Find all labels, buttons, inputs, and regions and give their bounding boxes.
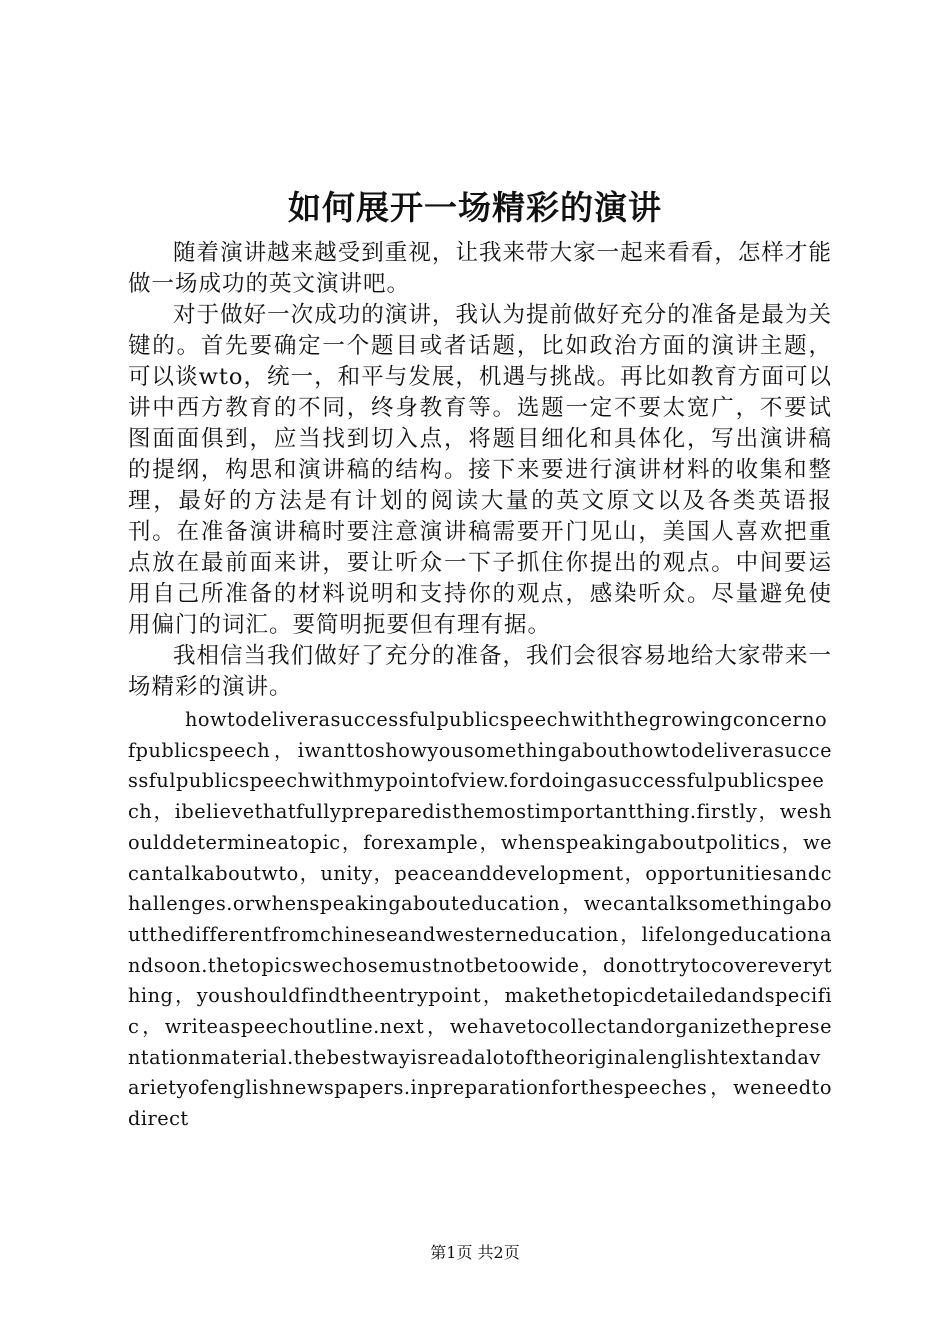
document-body [128, 238, 832, 1195]
paragraph-intro: 随着演讲越来越受到重视，让我来带大家一起来看看，怎样才能做一场成功的英文演讲吧。 [128, 240, 832, 297]
paragraph-conclusion: 我相信当我们做好了充分的准备，我们会很容易地给大家带来一场精彩的演讲。 [128, 643, 832, 700]
document-title: 如何展开一场精彩的演讲 [288, 188, 662, 227]
page-number-footer: 第1页 共2页 [430, 1243, 520, 1262]
paragraph-preparation: 对于做好一次成功的演讲，我认为提前做好充分的准备是最为关键的。首先要确定一个题目或者话题，比如政治方面的演讲主题，可以谈wto，统一，和平与发展，机遇与挑战。再比如教育方面可以讲中西方教育的不同，终身教育等。选题一定不要太宽广，不要试图面面俱到，应当找到切入点，将题目细化和具体化，写出演讲稿的提纲，构思和演讲稿的结构。接下来要进行演讲材料的收集和整理，最好的方法是有计划的阅读大量的英文原文以及各类英语报刊。在准备演讲稿时要注意演讲稿需要开门见山，美国人喜欢把重点放在最前面来讲，要让听众一下子抓住你提出的观点。中间要运用自己所准备的材料说明和支持你的观点，感染听众。尽量避免使用偏门的词汇。要简明扼要但有理有据。 [128, 302, 832, 638]
paragraph-english: howtodeliverasuccessfulpublicspeechwiththegrowingconcernofpublicspeech，iwanttoshowyousomethingabouthowtodeliverasuccessfulpublicspeechwithmypointofview.fordoingasuccessfulpublicspeech，ibelievethatfullypreparedisthemostimportantthing.firstly，weshoulddetermineatopic，forexample，whenspeakingaboutpolitics，wecantalkaboutwto，unity，peaceanddevelopment，opportunitiesandchallenges.orwhenspeakingabouteducation，wecantalksomethingaboutthedifferentfromchineseandwesterneducation，lifelongeducationandsoon.thetopicswechosemustnotbetoowide，donottrytocovereverything，youshouldfindtheentrypoint，makethetopicdetailedandspecific，writeaspeechoutline.next，wehavetocollectandorganizethepresentationmaterial.thebestwayisreadalotoftheoriginalenglishtextandavarietyofenglishnewspapers.inpreparationforthespeeches，weneedtodirect [128, 708, 832, 1131]
